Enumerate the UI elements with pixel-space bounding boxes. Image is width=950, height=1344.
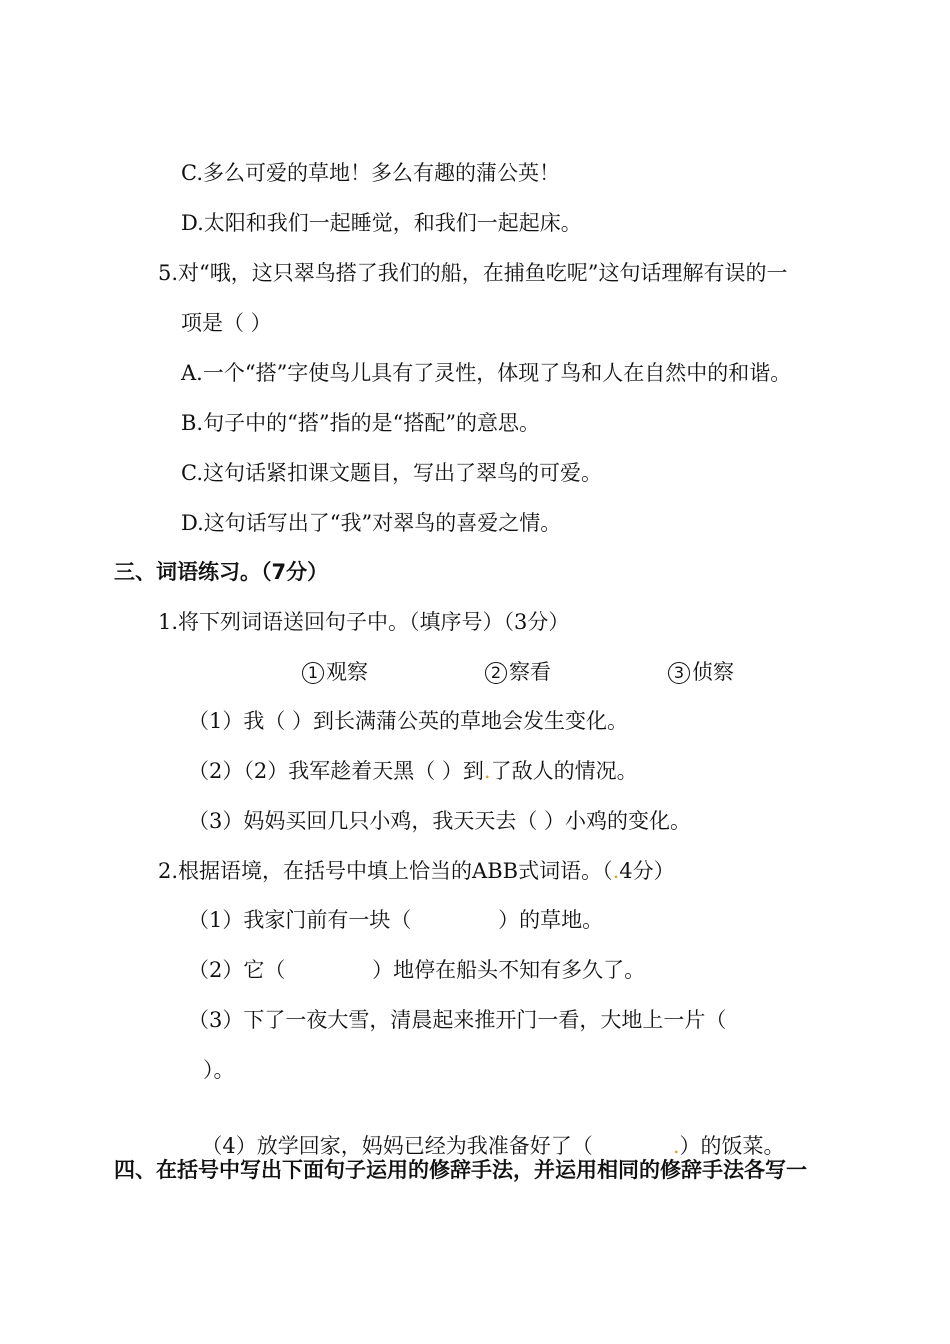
sentence-text: 了敌人的情况。 (490, 759, 638, 783)
stem-text: 4分） (619, 859, 675, 883)
sentence-text: （2）（2）我军趁着天黑（ ）到 (188, 759, 484, 783)
s3-q2-stem (158, 858, 675, 884)
word-option-text: 察看 (509, 660, 551, 684)
s3-q2-sentence-2: （2）它（ ）地停在船头不知有多久了。 (188, 958, 646, 982)
s3-q1-sentence-1: （1）我（ ）到长满蒲公英的草地会发生变化。 (188, 709, 629, 733)
word-option-3 (668, 659, 734, 685)
section4-title: 四、在括号中写出下面句子运用的修辞手法，并运用相同的修辞手法各写一 (114, 1158, 807, 1182)
sentence-text: （4）放学回家，妈妈已经为我准备好了（ (201, 1134, 673, 1158)
s3-q2-sentence-1: （1）我家门前有一块（ ）的草地。 (188, 908, 604, 932)
s3-q1-sentence-2 (188, 758, 638, 784)
word-option-1 (302, 659, 368, 685)
word-option-text: 观察 (326, 660, 368, 684)
s3-q1-sentence-3: （3）妈妈买回几只小鸡，我天天去（ ）小鸡的变化。 (188, 809, 692, 833)
s3-q1-stem: 1.将下列词语送回句子中。（填序号）（3分） (158, 610, 570, 634)
emphasis-dot: . (672, 1134, 680, 1158)
s3-q2-sentence-4 (188, 1107, 785, 1159)
q5-option-c: C.这句话紧扣课文题目，写出了翠鸟的可爱。 (181, 461, 602, 485)
section3-title: 三、词语练习。（7分） (114, 560, 329, 584)
q5-stem-line2: 项是（ ） (181, 311, 272, 335)
stem-text: 2.根据语境，在括号中填上恰当的ABB式词语。（ (158, 859, 613, 883)
circled-number: 2 (485, 662, 507, 684)
sentence-text: ）的饭菜。 (679, 1134, 785, 1158)
emphasis-dot: . (612, 859, 620, 883)
word-option-2 (485, 659, 551, 685)
q5-option-a: A.一个“搭”字使鸟儿具有了灵性，体现了鸟和人在自然中的和谐。 (181, 361, 792, 385)
circled-number: 1 (302, 662, 324, 684)
q5-option-d: D.这句话写出了“我”对翠鸟的喜爱之情。 (181, 511, 562, 535)
q5-stem-line1: 5.对“哦，这只翠鸟搭了我们的船，在捕鱼吃呢”这句话理解有误的一 (158, 261, 788, 285)
s3-q2-sentence-3-line1: （3）下了一夜大雪，清晨起来推开门一看，大地上一片（ (188, 1008, 727, 1032)
emphasis-dot: . (483, 759, 491, 783)
q4-option-c: C.多么可爱的草地！多么有趣的蒲公英！ (181, 161, 560, 185)
s3-q2-sentence-3-line2: ）。 (203, 1058, 235, 1082)
word-option-text: 侦察 (692, 660, 734, 684)
q4-option-d: D.太阳和我们一起睡觉，和我们一起起床。 (181, 211, 582, 235)
circled-number: 3 (668, 662, 690, 684)
q5-option-b: B.句子中的“搭”指的是“搭配”的意思。 (181, 411, 541, 435)
